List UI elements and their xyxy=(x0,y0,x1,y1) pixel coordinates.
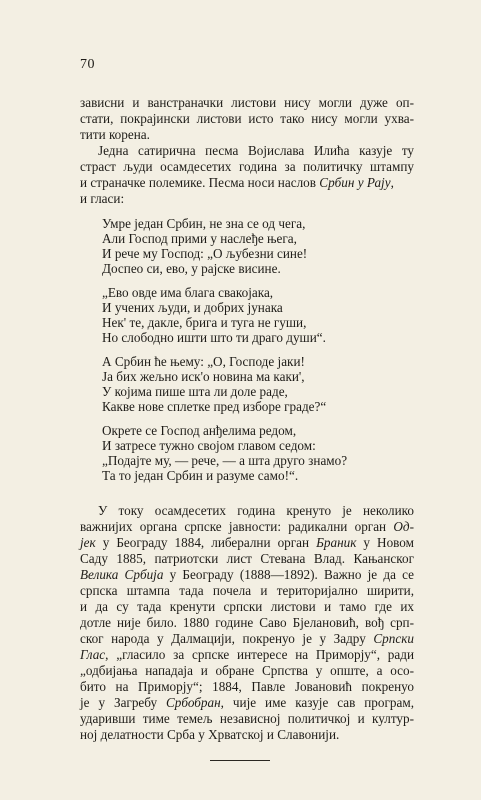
text-line: бито на Приморју“; 1884, Павле Јовановић покренуо xyxy=(80,679,414,694)
text-line: стати, покрајински листови исто тако нису могли ухва- xyxy=(80,111,414,126)
verse-line: Доспео си, ево, у рајске висине. xyxy=(102,261,281,276)
page-number: 70 xyxy=(80,57,95,72)
verse-line: Какве нове сплетке пред изборе граде?“ xyxy=(102,399,327,414)
verse-line: Али Господ прими у наслеђе њега, xyxy=(102,231,297,246)
text-line: дотле није било. 1880 године Саво Бјелановић, вођ срп- xyxy=(80,615,414,630)
verse-line: У којима пише шта ли доле раде, xyxy=(102,384,288,399)
verse-line: А Србин ће њему: „О, Господе јаки! xyxy=(102,354,305,369)
text-line: јек у Београду 1884, либерални орган Браник у Новом xyxy=(80,535,414,550)
verse-line: Но слободно ишти што ти драго души“. xyxy=(102,330,326,345)
text-line: страст људи осамдесетих година за политичку штампу xyxy=(80,159,414,174)
text-line: Саду 1885, патриотски лист Стевана Влад. Кањанског xyxy=(80,551,414,566)
verse-line: Умре један Србин, не зна се од чега, xyxy=(102,216,306,231)
text-line: је у Загребу Србобран, чије име казује сав програм, xyxy=(80,695,414,710)
section-divider xyxy=(210,760,270,761)
verse-line: „Подајте му, — рече, — а шта друго знамо? xyxy=(102,453,348,468)
text-line: српска штампа тада почела и територијално ширити, xyxy=(80,583,414,598)
text-line: и да су тада кренути српски листови и тамо где их xyxy=(80,599,414,614)
text-line: ског народа у Далмацији, покренуо је у Задру Српски xyxy=(80,631,414,646)
text-line: и страначке полемике. Песма носи наслов Србин у Рају, xyxy=(80,175,394,190)
text-line: важнијих органа српске јавности: радикални орган Од- xyxy=(80,519,414,534)
verse-line: И затресе тужно својом главом седом: xyxy=(102,438,316,453)
verse-line: И рече му Господ: „О љубезни сине! xyxy=(102,246,308,261)
text-line: ударивши тиме темељ независној политичкој и култур- xyxy=(80,711,414,726)
text-line: Једна сатирична песма Војислава Илића казује ту xyxy=(98,143,414,158)
verse-line: Та то један Србин и разуме само!“. xyxy=(102,468,299,483)
text-line: У току осамдесетих година кренуто је неколико xyxy=(98,503,414,518)
text-line: и гласи: xyxy=(80,191,125,206)
text-line: Велика Србија у Београду (1888—1892). Важно је да се xyxy=(80,567,414,582)
verse-line: „Ево овде има блага свакојака, xyxy=(102,285,274,300)
text-line: „одбијања нападаја и обране Српства у опште, а осо- xyxy=(80,663,414,678)
verse-line: Окрете се Господ анђелима редом, xyxy=(102,423,297,438)
text-line: Глас, „гласило за српске интересе на Приморју“, ради xyxy=(80,647,414,662)
verse-line: И учених људи, и добрих јунака xyxy=(102,300,283,315)
verse-line: Нек' те, дакле, брига и туга не гуши, xyxy=(102,315,307,330)
text-line: тити корена. xyxy=(80,127,150,142)
poem-title: Србин у Рају xyxy=(319,175,391,190)
verse-line: Ја бих жељно иск'о новина ма каки', xyxy=(102,369,305,384)
text-line: зависни и ванстраначки листови нису могли дуже оп- xyxy=(80,95,414,110)
text-line: ној делатности Срба у Хрватској и Славонији. xyxy=(80,727,340,742)
